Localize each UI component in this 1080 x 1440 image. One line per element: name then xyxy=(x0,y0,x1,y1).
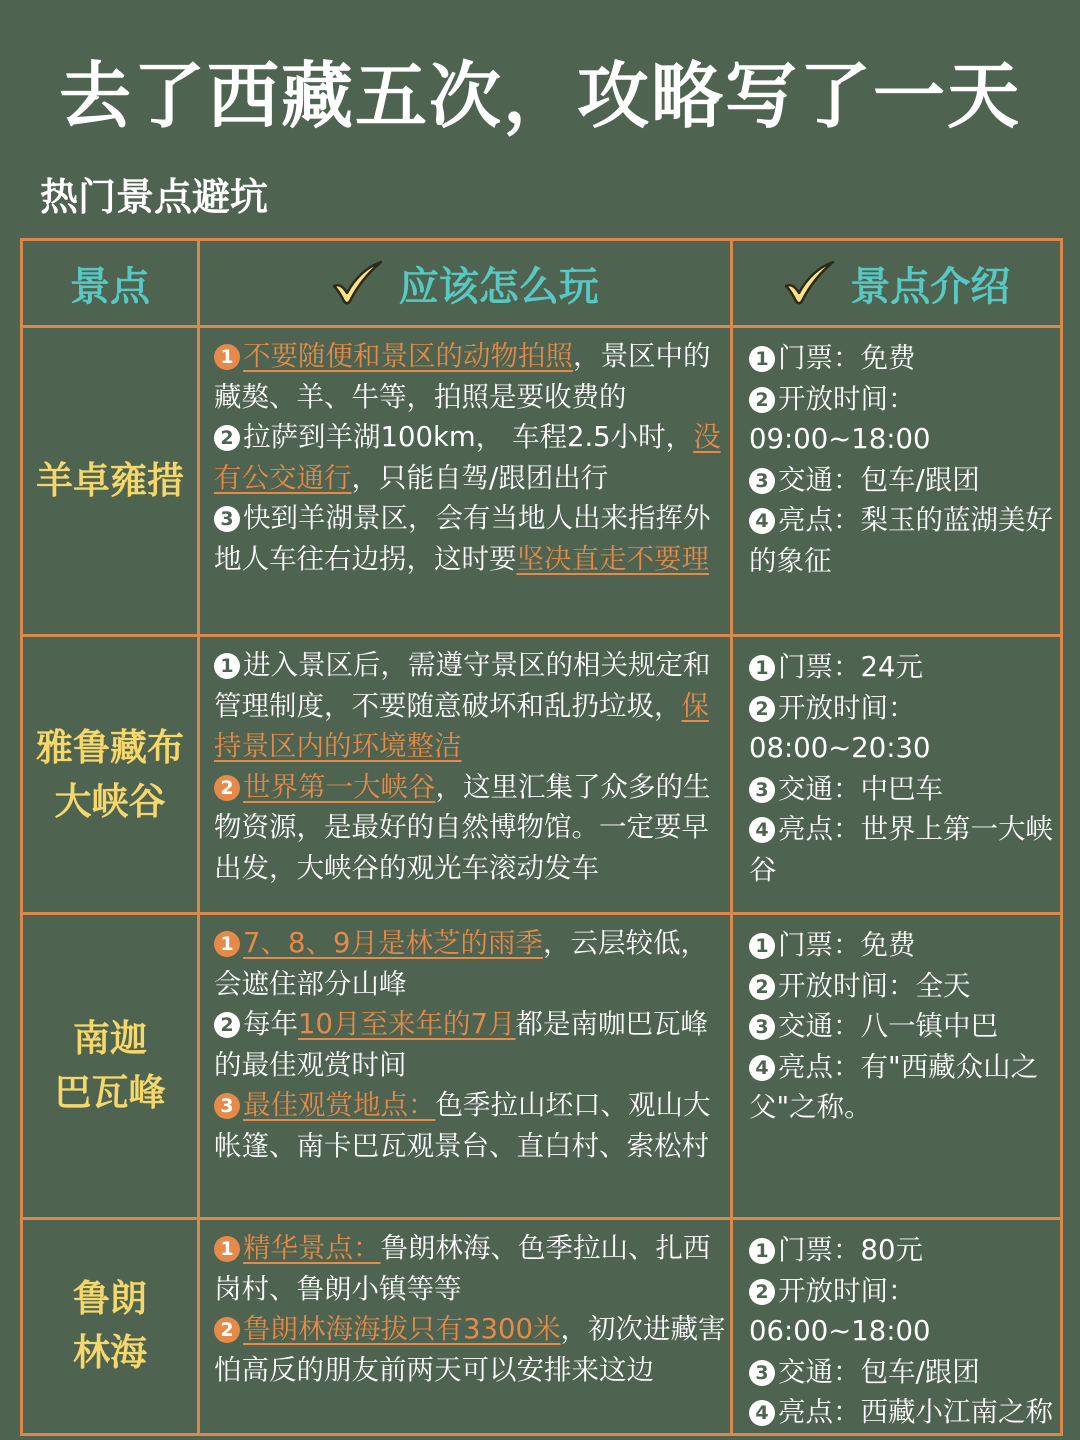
spot-name-cell xyxy=(22,914,199,1219)
spot-name: 巴瓦峰 xyxy=(54,1071,166,1114)
number-badge: 4 xyxy=(749,817,775,843)
highlight-text: 7、8、9月是林芝的雨季 xyxy=(243,927,543,959)
highlight-text: 坚决直走不要理 xyxy=(516,542,709,575)
tip-text: ，云层较低，会遮住部分山峰 xyxy=(214,927,708,1000)
header-info xyxy=(732,240,1062,327)
tip-text: 亮点：世界上第一大峡谷 xyxy=(749,813,1053,886)
header-spot xyxy=(22,240,199,327)
spot-info-cell xyxy=(732,636,1062,914)
tip-text: ，初次进藏害怕高反的朋友前两天可以安排来这边 xyxy=(214,1313,726,1386)
number-badge: 2 xyxy=(214,425,240,451)
tip-text: 开放时间：09:00~18:00 xyxy=(749,382,931,455)
tip-text: 拉萨到羊湖100km， 车程2.5小时， xyxy=(243,421,694,453)
number-badge: 1 xyxy=(214,653,240,679)
table-row xyxy=(22,914,1062,1219)
header-spot-label: 景点 xyxy=(70,263,150,310)
tip-text: 每年 xyxy=(243,1008,298,1040)
number-badge: 4 xyxy=(749,1055,775,1081)
spot-name-cell xyxy=(22,636,199,914)
tip-text: ，这里汇集了众多的生物资源，是最好的自然博物馆。一定要早出发，大峡谷的观光车滚动发车 xyxy=(214,770,711,884)
highlight-text: 没有公交通行 xyxy=(214,421,721,494)
number-badge: 3 xyxy=(749,1360,775,1386)
number-badge: 1 xyxy=(214,931,240,957)
guide-table xyxy=(20,238,1063,1436)
tip-text: 门票：80元 xyxy=(778,1234,923,1266)
tip-text: 开放时间：06:00~18:00 xyxy=(749,1274,931,1347)
tip-text: ，只能自驾/跟团出行 xyxy=(351,461,609,494)
number-badge: 2 xyxy=(214,1317,240,1343)
checkmark-icon xyxy=(331,260,383,306)
spot-name-cell xyxy=(22,327,199,636)
tip-text: ，景区中的藏獒、羊、牛等，拍照是要收费的 xyxy=(214,340,711,413)
spot-name-cell xyxy=(22,1219,199,1435)
number-badge: 4 xyxy=(749,508,775,534)
number-badge: 1 xyxy=(214,344,240,370)
number-badge: 1 xyxy=(749,655,775,681)
number-badge: 2 xyxy=(749,387,775,413)
tip-text: 开放时间：08:00~20:30 xyxy=(749,691,931,764)
table-row xyxy=(22,636,1062,914)
tip-text: 交通：包车/跟团 xyxy=(778,463,980,496)
how-to-play-cell xyxy=(199,914,732,1219)
number-badge: 3 xyxy=(749,468,775,494)
spot-name: 林海 xyxy=(73,1331,147,1375)
highlight-text: 世界第一大峡谷 xyxy=(243,770,436,803)
highlight-text: 不要随便和景区的动物拍照 xyxy=(243,340,573,372)
tip-text: 亮点：有"西藏众山之父"之称。 xyxy=(749,1050,1039,1123)
highlight-text: 10月至来年的7月 xyxy=(298,1008,516,1040)
spot-info-cell xyxy=(732,1219,1062,1435)
number-badge: 1 xyxy=(749,1238,775,1264)
header-row xyxy=(22,240,1062,327)
number-badge: 2 xyxy=(214,1012,240,1038)
tip-text: 门票：24元 xyxy=(778,651,923,683)
header-how-label: 应该怎么玩 xyxy=(398,263,599,310)
number-badge: 2 xyxy=(749,696,775,722)
number-badge: 1 xyxy=(749,933,775,959)
number-badge: 3 xyxy=(749,1014,775,1040)
how-to-play-cell xyxy=(199,327,732,636)
spot-info-cell xyxy=(732,327,1062,636)
how-to-play-cell xyxy=(199,1219,732,1435)
page-title: 去了西藏五次，攻略写了一天 xyxy=(58,54,1021,138)
tip-text: 门票：免费 xyxy=(778,929,916,961)
header-how xyxy=(199,240,732,327)
tip-text: 快到羊湖景区，会有当地人出来指挥外地人车往右边拐，这时要 xyxy=(214,502,711,575)
spot-name: 南迦 xyxy=(73,1017,147,1060)
tip-text: 色季拉山坯口、观山大帐篷、南卡巴瓦观景台、直白村、索松村 xyxy=(214,1089,711,1162)
number-badge: 2 xyxy=(749,1279,775,1305)
tip-text: 门票：免费 xyxy=(778,342,916,374)
table-row xyxy=(22,1219,1062,1435)
number-badge: 2 xyxy=(749,974,775,1000)
checkmark-icon xyxy=(783,260,835,306)
tip-text: 鲁朗林海、色季拉山、扎西岗村、鲁朗小镇等等 xyxy=(214,1232,711,1305)
highlight-text: 精华景点： xyxy=(243,1232,381,1264)
tip-text: 亮点：梨玉的蓝湖美好的象征 xyxy=(749,504,1053,577)
header-info-label: 景点介绍 xyxy=(850,263,1011,310)
number-badge: 4 xyxy=(749,1400,775,1426)
number-badge: 3 xyxy=(214,506,240,532)
highlight-text: 鲁朗林海海拔只有3300米 xyxy=(243,1313,561,1345)
tip-text: 都是南咖巴瓦峰的最佳观赏时间 xyxy=(214,1008,708,1081)
spot-info-cell xyxy=(732,914,1062,1219)
spot-name: 羊卓雍措 xyxy=(36,459,184,502)
tip-text: 进入景区后，需遵守景区的相关规定和管理制度，不要随意破坏和乱扔垃圾， xyxy=(214,649,711,722)
number-badge: 1 xyxy=(214,1236,240,1262)
highlight-text: 最佳观赏地点： xyxy=(243,1089,436,1121)
tip-text: 亮点：西藏小江南之称 xyxy=(778,1396,1053,1428)
section-subtitle: 热门景点避坑 xyxy=(40,175,269,219)
number-badge: 3 xyxy=(214,1093,240,1119)
tip-text: 交通：中巴车 xyxy=(778,772,943,805)
number-badge: 3 xyxy=(749,777,775,803)
spot-name: 大峡谷 xyxy=(54,779,166,823)
tip-text: 交通：八一镇中巴 xyxy=(778,1010,998,1042)
tip-text: 开放时间：全天 xyxy=(778,969,971,1002)
spot-name: 雅鲁藏布 xyxy=(36,725,184,769)
table-row xyxy=(22,327,1062,636)
how-to-play-cell xyxy=(199,636,732,914)
number-badge: 1 xyxy=(749,346,775,372)
number-badge: 2 xyxy=(214,775,240,801)
tip-text: 交通：包车/跟团 xyxy=(778,1355,980,1388)
spot-name: 鲁朗 xyxy=(73,1277,147,1321)
highlight-text: 保持景区内的环境整洁 xyxy=(214,689,709,762)
